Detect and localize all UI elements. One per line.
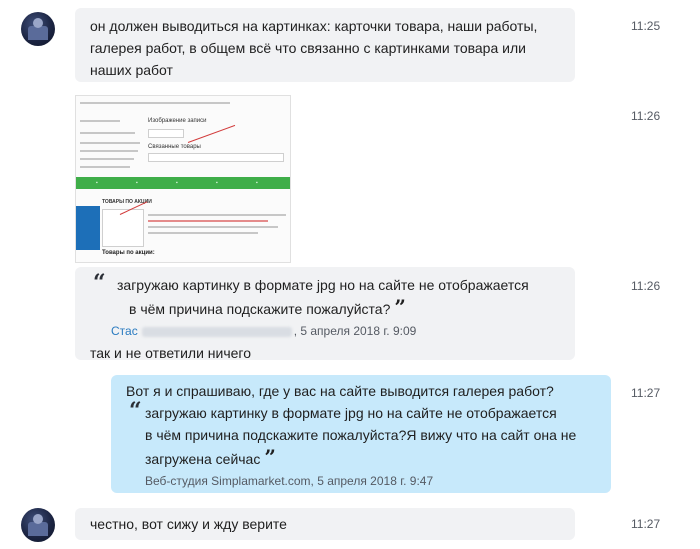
message-time: 11:27 [631,517,661,531]
message-line: галерея работ, в общем всё что связанно с картинками товара или [90,40,526,56]
quote-author[interactable]: Стас [111,324,138,338]
message-bubble[interactable] [75,8,575,82]
image-section: Связанные товары [148,144,201,150]
quote-line: в чём причина подскажите пожалуйста?Я вижу что на сайт она не [145,427,577,443]
image-header [80,100,286,106]
message-bubble[interactable] [75,267,575,360]
message-bubble[interactable] [75,508,575,540]
avatar[interactable] [21,508,55,542]
message-line: наших работ [90,62,173,78]
message-text: Вот я и спрашиваю, где у вас на сайте выводится галерея работ? [126,383,554,399]
message-line: он должен выводиться на картинках: карточки товара, наши работы, [90,18,538,34]
image-nav-bar: ▪ ▪ ▪ ▪ ▪ [76,177,290,189]
quoted-message [75,270,575,342]
quote-line: загружаю картинку в формате jpg но на сайте не отображается [145,405,557,421]
quote-open-icon: “ [93,270,106,296]
quote-line: загружена сейчас [145,451,261,467]
image-attachment[interactable] [75,95,291,263]
message-bubble-outgoing[interactable] [111,375,611,493]
avatar[interactable] [21,12,55,46]
message-time: 11:27 [631,386,661,400]
image-tab: ТОВАРЫ ПО АКЦИИ [102,199,152,205]
message-time: 11:25 [631,19,661,33]
quote-line: загружаю картинку в формате jpg но на сайте не отображается [117,277,529,293]
quote-close-icon: ” [264,445,276,469]
message-time: 11:26 [631,279,661,293]
quote-citation: Веб-студия Simplamarket.com, 5 апреля 2018 г. 9:47 [145,474,434,488]
image-side-banner [76,206,100,250]
message-text: так и не ответили ничего [90,345,251,361]
message-text: честно, вот сижу и жду верите [90,516,287,532]
message-time: 11:26 [631,109,661,123]
redacted-text [142,327,292,337]
image-caption: Изображение записи [148,118,207,124]
image-bottom-label: Товары по акции: [102,250,155,256]
quote-date: , 5 апреля 2018 г. 9:09 [293,324,417,338]
quote-close-icon: ” [394,295,406,319]
quote-line: в чём причина подскажите пожалуйста? [129,301,391,317]
quoted-message [111,398,611,492]
quote-open-icon: “ [129,398,142,424]
